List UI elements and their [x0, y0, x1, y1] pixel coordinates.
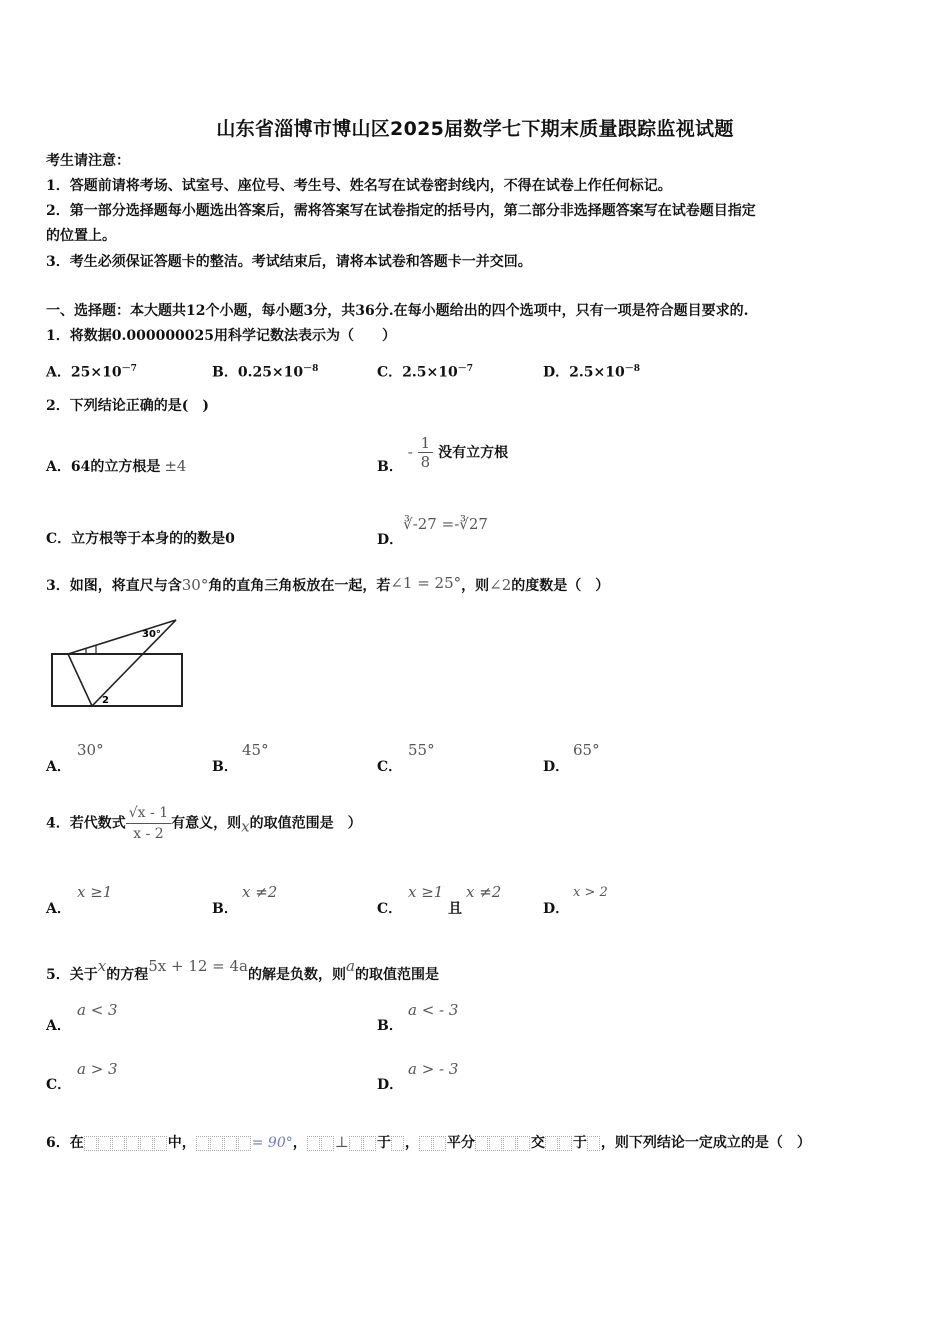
- q3-option-c-value: 55°: [408, 741, 435, 759]
- q4-option-b-value: x ≠2: [242, 883, 278, 901]
- q2-option-b: B． - $\frac{1}{8}$ 没有立方根: [377, 433, 509, 475]
- q3-option-b-value: 45°: [242, 741, 269, 759]
- q5-option-d: D．: [377, 1077, 404, 1093]
- q1-option-a: A．$25\times 10^{-7}$: [46, 364, 137, 381]
- q1-stem: 1．将数据0.000000025用科学记数法表示为（ ）: [46, 328, 397, 344]
- q5-option-a: A．: [46, 1018, 71, 1034]
- q3-option-d-value: 65°: [573, 741, 600, 759]
- q3-stem: 3．如图，将直尺与含30°角的直角三角板放在一起，若∠1 = 25°，则∠2的度数是（ ）: [46, 574, 610, 594]
- q4-stem: 4．若代数式 $\frac{√x - 1}{x - 2}$ 有意义，则x的取值范围是 ）: [46, 805, 362, 842]
- q4-option-a: A．: [46, 901, 71, 917]
- q5-option-a-value: a < 3: [77, 1001, 118, 1019]
- q4-option-d-value: x > 2: [573, 885, 608, 900]
- notice-item-2: 2．第一部分选择题每小题选出答案后，需将答案写在试卷指定的括号内，第二部分非选择题答案写在试卷题目指定: [46, 203, 756, 219]
- fig-label-2: 2: [102, 695, 109, 706]
- q4-option-d: D．: [543, 901, 570, 917]
- q4-option-c-value2: x ≠2: [466, 883, 502, 901]
- notice-item-2-cont: 的位置上。: [46, 228, 116, 244]
- q1-option-b: B．$0.25\times 10^{-8}$: [212, 364, 319, 381]
- notice-item-3: 3．考生必须保证答题卡的整洁。考试结束后，请将本试卷和答题卡一并交回。: [46, 254, 532, 270]
- fig-label-30: 30°: [142, 629, 161, 640]
- q5-option-c: C．: [46, 1077, 72, 1093]
- q5-option-c-value: a > 3: [77, 1060, 118, 1078]
- q3-option-a-value: 30°: [77, 741, 104, 759]
- q5-option-b-value: a < - 3: [408, 1001, 459, 1019]
- q3-option-d: D．: [543, 759, 570, 775]
- q1-option-c: C．$2.5\times 10^{-7}$: [377, 364, 473, 381]
- q3-option-c: C．: [377, 759, 403, 775]
- q4-option-a-value: x ≥1: [77, 883, 113, 901]
- q5-option-b: B．: [377, 1018, 403, 1034]
- q5-option-d-value: a > - 3: [408, 1060, 459, 1078]
- q3-option-a: A．: [46, 759, 71, 775]
- q4-option-c-and: 且: [448, 901, 462, 917]
- q2-stem: 2．下列结论正确的是( ): [46, 398, 209, 414]
- q2-option-c: C．立方根等于本身的的数是0: [46, 531, 235, 547]
- q4-option-b: B．: [212, 901, 238, 917]
- page-title: 山东省淄博市博山区2025届数学七下期末质量跟踪监视试题: [216, 118, 734, 140]
- q6-stem: 6．在 中， = 90°， ⊥ 于 ， 平分 交 于 ，则下列结论一定成立的是（ ）: [46, 1133, 811, 1151]
- notice-item-1: 1．答题前请将考场、试室号、座位号、考生号、姓名写在试卷密封线内，不得在试卷上作任何标记。: [46, 178, 672, 194]
- q4-option-c-value1: x ≥1: [408, 883, 444, 901]
- q2-option-d: D．∛-27 =-∛27: [377, 515, 488, 548]
- q4-option-c: C．: [377, 901, 403, 917]
- q3-option-b: B．: [212, 759, 238, 775]
- q5-stem: 5．关于x的方程5x + 12 = 4a的解是负数，则a的取值范围是: [46, 957, 439, 983]
- q2-option-a: A．64的立方根是 ±4: [46, 457, 187, 475]
- section-heading: 一、选择题：本大题共12个小题，每小题3分，共36分.在每小题给出的四个选项中，只有一项是符合题目要求的.: [46, 303, 749, 319]
- notice-heading: 考生请注意：: [46, 153, 130, 169]
- ruler-triangle-figure: [46, 614, 196, 712]
- q1-option-d: D．$2.5\times 10^{-8}$: [543, 364, 640, 381]
